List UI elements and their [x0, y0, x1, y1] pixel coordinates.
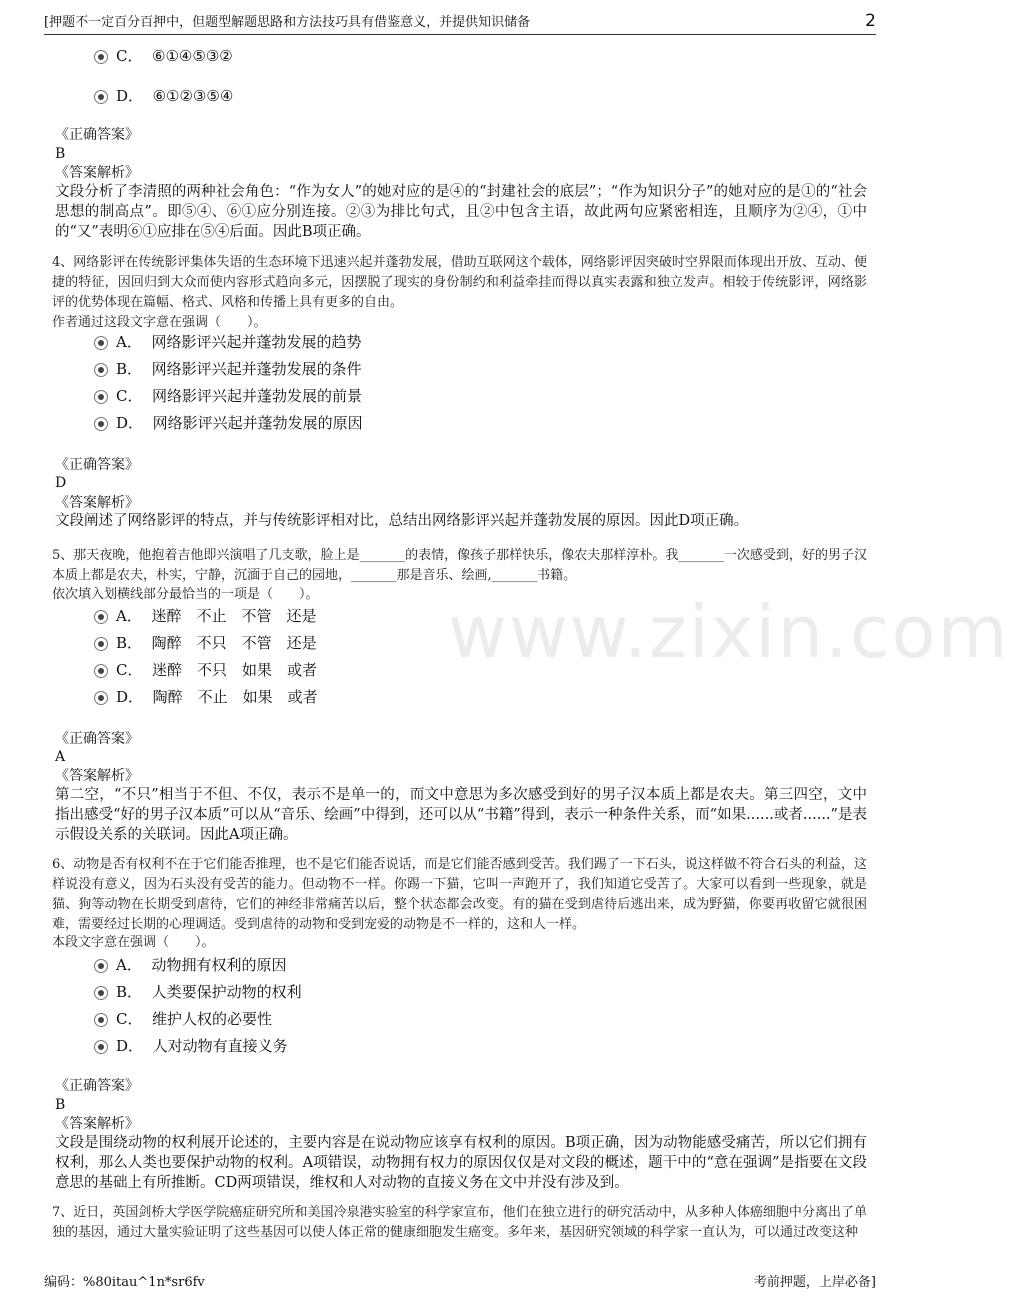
option-d[interactable]: D． ⑥①②③⑤④	[94, 84, 233, 108]
radio-icon[interactable]	[94, 417, 108, 431]
radio-icon[interactable]	[94, 664, 108, 678]
correct-answer: A	[55, 749, 66, 765]
option-c[interactable]: C． 迷醉 不只 如果 或者	[94, 658, 317, 682]
option-b[interactable]: B． 人类要保护动物的权利	[94, 980, 302, 1004]
watermark: www.zixin.com	[448, 590, 1010, 674]
analysis-title: 《答案解析》	[55, 1116, 139, 1132]
correct-answer: B	[55, 146, 66, 162]
question-5-prompt: 依次填入划横线部分最恰当的一项是（ ）。	[52, 587, 319, 602]
page-number: 2	[865, 11, 876, 31]
radio-icon[interactable]	[94, 50, 108, 64]
radio-icon[interactable]	[94, 637, 108, 651]
analysis-text: 文段是围绕动物的权利展开论述的，主要内容是在说动物应该享有权利的原因。B项正确，因为动物能感受痛苦，所以它们拥有权利，那么人类也要保护动物的权利。A项错误，动物拥有权力的原因仅仅是对文段的概述，题干中的“意在强调”是指要在文段意思的基础上有所推断。CD两项错误，维权和人对动物的直接义务在文中并没有涉及到。	[55, 1135, 867, 1191]
answer-title: 《正确答案》	[55, 127, 139, 143]
option-d[interactable]: D． 人对动物有直接义务	[94, 1034, 288, 1058]
radio-icon[interactable]	[94, 691, 108, 705]
radio-icon[interactable]	[94, 90, 108, 104]
option-d[interactable]: D． 陶醉 不止 如果 或者	[94, 685, 318, 709]
answer-title: 《正确答案》	[55, 457, 139, 473]
option-c[interactable]: C． 维护人权的必要性	[94, 1007, 272, 1031]
radio-icon[interactable]	[94, 1013, 108, 1027]
option-b[interactable]: B． 网络影评兴起并蓬勃发展的条件	[94, 357, 362, 381]
analysis-text: 文段阐述了网络影评的特点，并与传统影评相对比，总结出网络影评兴起并蓬勃发展的原因。因此D项正确。	[55, 513, 749, 529]
question-7-stem: 7、近日，英国剑桥大学医学院癌症研究所和美国冷泉港实验室的科学家宣布，他们在独立进行的研究活动中，从多种人体癌细胞中分离出了单独的基因，通过大量实验证明了这些基因可以使人体正常的健康细胞发生癌变。多年来，基因研究领域的科学家一直认为，可以通过改变这种	[52, 1205, 867, 1240]
option-c[interactable]: C． 网络影评兴起并蓬勃发展的前景	[94, 384, 362, 408]
page-header	[44, 12, 876, 35]
question-6-prompt: 本段文字意在强调（ ）。	[52, 935, 215, 950]
answer-title: 《正确答案》	[55, 1078, 139, 1094]
option-a[interactable]: A． 动物拥有权利的原因	[94, 953, 287, 977]
analysis-title: 《答案解析》	[55, 768, 139, 784]
radio-icon[interactable]	[94, 610, 108, 624]
option-d[interactable]: D． 网络影评兴起并蓬勃发展的原因	[94, 411, 363, 435]
option-a[interactable]: A． 迷醉 不止 不管 还是	[94, 604, 317, 628]
analysis-text: 第二空，“不只”相当于不但、不仅，表示不是单一的，而文中意思为多次感受到好的男子汉本质上都是农夫。第三四空，文中指出感受“好的男子汉本质”可以从“音乐、绘画”中得到，还可以从“书籍”得到，表示一种条件关系，而“如果......或者......”是表示假设关系的关联词。因此A项正确。	[55, 787, 867, 843]
correct-answer: D	[55, 475, 67, 491]
footer-code: 编码：%80itau^1n*sr6fv	[44, 1275, 205, 1290]
option-a[interactable]: A． 网络影评兴起并蓬勃发展的趋势	[94, 330, 362, 354]
radio-icon[interactable]	[94, 1040, 108, 1054]
radio-icon[interactable]	[94, 336, 108, 350]
correct-answer: B	[55, 1097, 66, 1113]
option-c[interactable]: C． ⑥①④⑤③②	[94, 44, 233, 68]
header-disclaimer: [押题不一定百分百押中，但题型解题思路和方法技巧具有借鉴意义，并提供知识储备	[44, 15, 531, 30]
option-b[interactable]: B． 陶醉 不只 不管 还是	[94, 631, 317, 655]
question-4-stem: 4、网络影评在传统影评集体失语的生态环境下迅速兴起并蓬勃发展，借助互联网这个载体，网络影评因突破时空界限而体现出开放、互动、便捷的特征，因回归到大众而使内容形式趋向多元，因摆脱了现实的身份制约和利益牵挂而得以真实表露和独立发声。相较于传统影评，网络影评的优势体现在篇幅、格式、风格和传播上具有更多的自由。	[52, 255, 867, 310]
analysis-text: 文段分析了李清照的两种社会角色：“作为女人”的她对应的是④的“封建社会的底层”；“作为知识分子”的她对应的是①的“社会思想的制高点”。即⑤④、⑥①应分别连接。②③为排比句式，且②中包含主语，故此两句应紧密相连，且顺序为②④，①中的“又”表明⑥①应排在⑤④后面。因此B项正确。	[55, 184, 867, 240]
question-6-stem: 6、动物是否有权利不在于它们能否推理，也不是它们能否说话，而是它们能否感到受苦。我们踢了一下石头，说这样做不符合石头的利益，这样说没有意义，因为石头没有受苦的能力。但动物不一样。你踢一下猫，它叫一声跑开了，我们知道它受苦了。大家可以看到一些现象，就是猫、狗等动物在长期受到虐待，它们的神经非常痛苦以后，整个状态都会改变。有的猫在受到虐待后逃出来，成为野猫，你要再收留它就很困难，需要经过长期的心理调适。受到虐待的动物和受到宠爱的动物是不一样的，这和人一样。	[52, 857, 867, 932]
question-5-stem: 5、那天夜晚，他抱着吉他即兴演唱了几支歌，脸上是_______的表情，像孩子那样快乐，像农夫那样淳朴。我_______一次感受到，好的男子汉本质上都是农夫，朴实，宁静，沉湎于自己的园地，_______那是音乐、绘画,_______书籍。	[52, 548, 867, 583]
radio-icon[interactable]	[94, 959, 108, 973]
answer-title: 《正确答案》	[55, 731, 139, 747]
analysis-title: 《答案解析》	[55, 495, 139, 511]
radio-icon[interactable]	[94, 390, 108, 404]
question-4-prompt: 作者通过这段文字意在强调（ ）。	[52, 315, 267, 330]
footer-slogan: 考前押题，上岸必备]	[753, 1275, 876, 1290]
radio-icon[interactable]	[94, 363, 108, 377]
radio-icon[interactable]	[94, 986, 108, 1000]
analysis-title: 《答案解析》	[55, 165, 139, 181]
